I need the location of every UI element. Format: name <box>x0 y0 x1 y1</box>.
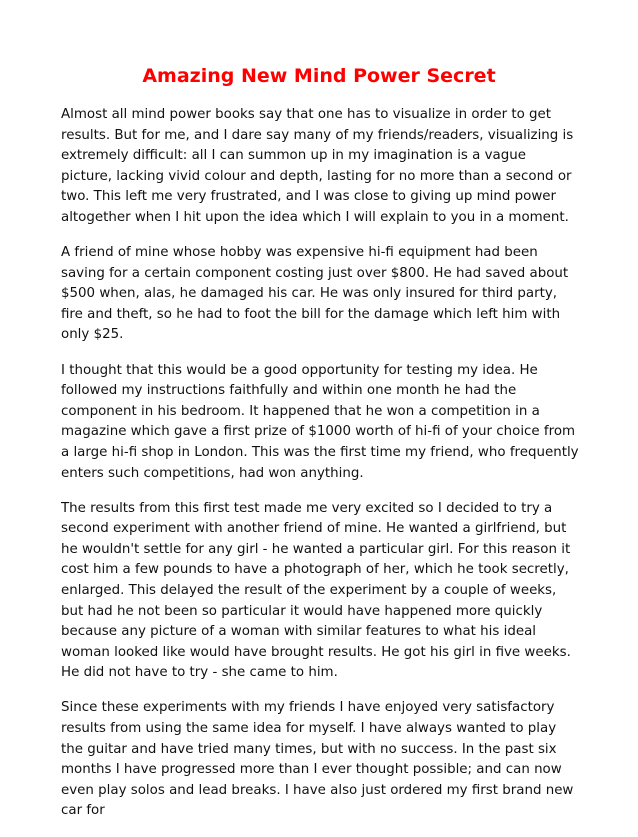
paragraph-4: The results from this first test made me very excited so I decided to try a second experiment with another friend of mine. He wanted a girlfriend, but he wouldn't settle for any girl - he wanted a particular girl. For this reason it cost him a few pounds to have a photograph of her, which he took secretly, enlarged. This delayed the result of the experiment by a couple of weeks, but had he not been so particular it would have happened more quickly because any picture of a woman with similar features to what his ideal woman looked like would have brought results. He got his girl in five weeks. He did not have to try - she came to him. <box>61 500 571 681</box>
paragraph-1: Almost all mind power books say that one has to visualize in order to get results. But for me, and I dare say many of my friends/readers, visualizing is extremely difficult: all I can summon up in my imagination is a vague picture, lacking vivid colour and depth, lasting for no more than a second or two. This left me very frustrated, and I was close to giving up mind power altogether when I hit upon the idea which I will explain to you in a moment. <box>61 107 574 225</box>
paragraph-3: I thought that this would be a good opportunity for testing my idea. He followed my instructions faithfully and within one month he had the component in his bedroom. It happened that he won a competition in a magazine which gave a first prize of $1000 worth of hi-fi of your choice from a large hi-fi shop in London. This was the first time my friend, who frequently enters such competitions, had won anything. <box>61 362 579 481</box>
page-title: Amazing New Mind Power Secret <box>142 65 496 87</box>
paragraph-5: Since these experiments with my friends I have enjoyed very satisfactory results from using the same idea for myself. I have always wanted to play the guitar and have tried many times, but with no success. In the past six months I have progressed more than I ever thought possible; and can now even play solos and lead breaks. I have also just ordered my first brand new car for <box>61 700 574 819</box>
article-body <box>61 105 581 837</box>
paragraph-2: A friend of mine whose hobby was expensive hi-fi equipment had been saving for a certain component costing just over $800. He had saved about $500 when, alas, he damaged his car. He was only insured for third party, fire and theft, so he had to foot the bill for the damage which left him with only $25. <box>61 245 569 343</box>
